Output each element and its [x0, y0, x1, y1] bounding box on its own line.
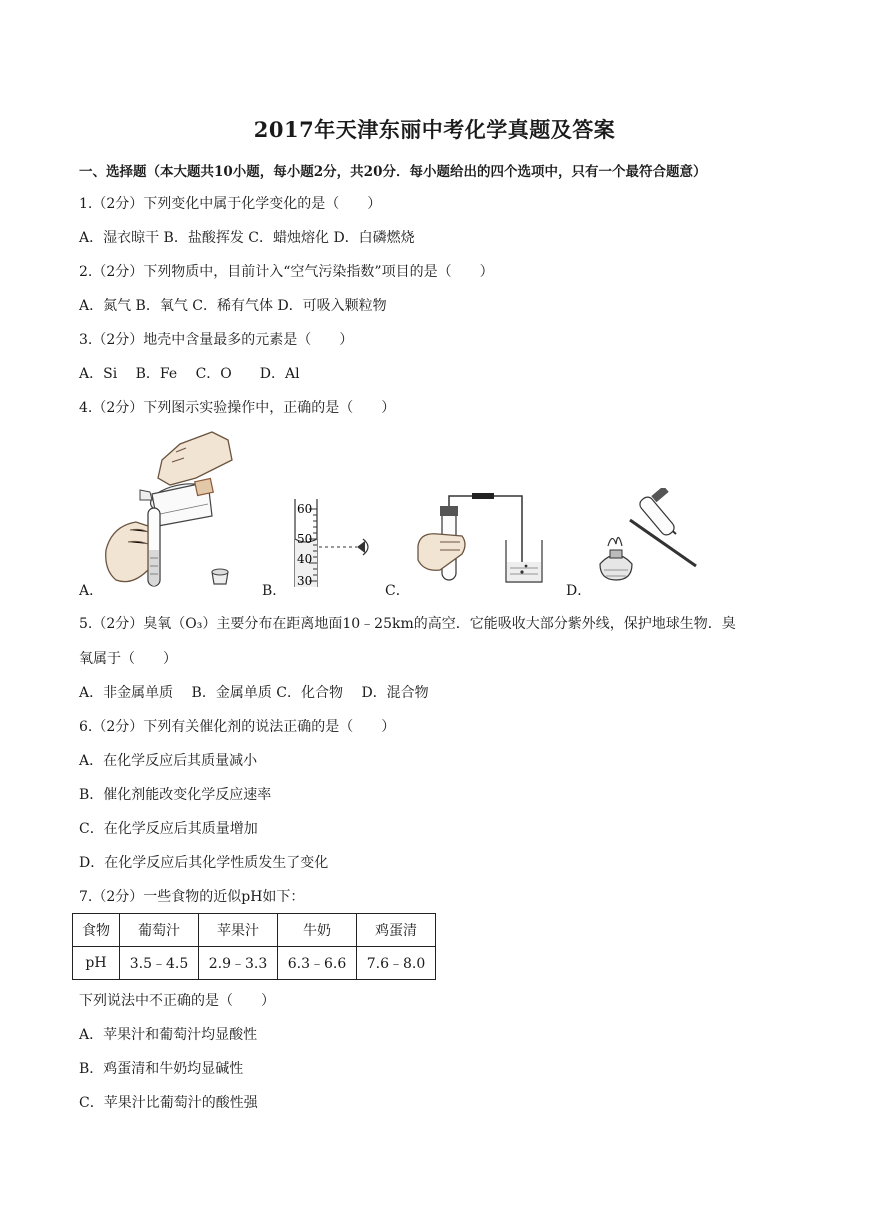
table-cell: pH	[73, 947, 120, 980]
table-row	[73, 947, 436, 980]
question-5-stem-line-2: 氧属于（ ）	[79, 651, 177, 667]
document-title: 2017年天津东丽中考化学真题及答案	[253, 117, 616, 142]
tick-label: 50	[297, 532, 313, 546]
tick-label: 60	[297, 502, 313, 516]
table-cell: 6.3﹣6.6	[278, 947, 357, 980]
table-cell: 3.5﹣4.5	[120, 947, 199, 980]
heating-test-tube-figure	[590, 488, 710, 590]
question-6-option-d: D．在化学反应后其化学性质发生了变化	[79, 855, 329, 871]
table-cell: 2.9﹣3.3	[199, 947, 278, 980]
section-heading: 一、选择题（本大题共10小题，每小题2分，共20分．每小题给出的四个选项中，只有一个最符合题意）	[79, 164, 707, 180]
table-header-cell: 苹果汁	[199, 914, 278, 947]
question-7-stem: 7.（2分）一些食物的近似pH如下：	[79, 889, 305, 905]
option-a-label: A．	[79, 583, 104, 599]
tick-label: 40	[297, 552, 313, 566]
question-7-question: 下列说法中不正确的是（ ）	[79, 993, 275, 1009]
pouring-liquid-figure	[100, 430, 250, 595]
question-1-stem: 1.（2分）下列变化中属于化学变化的是（ ）	[79, 196, 382, 212]
question-2-stem: 2.（2分）下列物质中，目前计入“空气污染指数”项目的是（ ）	[79, 264, 494, 280]
question-3-options: A．Si B．Fe C．O D．Al	[79, 366, 300, 382]
question-5-stem-line-1: 5.（2分）臭氧（O₃）主要分布在距离地面10﹣25km的高空．它能吸收大部分紫外线，保护地球生物．臭	[79, 616, 736, 632]
table-header-cell: 食物	[73, 914, 120, 947]
tick-label: 30	[297, 574, 313, 588]
question-3-stem: 3.（2分）地壳中含量最多的元素是（ ）	[79, 332, 354, 348]
question-6-stem: 6.（2分）下列有关催化剂的说法正确的是（ ）	[79, 719, 396, 735]
question-5-options: A．非金属单质 B．金属单质 C．化合物 D．混合物	[79, 685, 429, 701]
graduated-cylinder-figure	[285, 495, 375, 590]
question-6-option-b: B．催化剂能改变化学反应速率	[79, 787, 272, 803]
question-7-option-c: C．苹果汁比葡萄汁的酸性强	[79, 1095, 258, 1111]
option-b-label: B．	[262, 583, 287, 599]
table-header-cell: 鸡蛋清	[357, 914, 436, 947]
question-7-option-a: A．苹果汁和葡萄汁均显酸性	[79, 1027, 258, 1043]
question-2-options: A．氮气 B．氧气 C．稀有气体 D．可吸入颗粒物	[79, 298, 387, 314]
table-header-cell: 葡萄汁	[120, 914, 199, 947]
table-cell: 7.6﹣8.0	[357, 947, 436, 980]
question-4-stem: 4.（2分）下列图示实验操作中，正确的是（ ）	[79, 400, 396, 416]
table-row	[73, 914, 436, 947]
question-1-options: A．湿衣晾干 B．盐酸挥发 C．蜡烛熔化 D．白磷燃烧	[79, 230, 415, 246]
question-6-option-a: A．在化学反应后其质量减小	[79, 753, 258, 769]
question-7-option-b: B．鸡蛋清和牛奶均显碱性	[79, 1061, 244, 1077]
table-header-cell: 牛奶	[278, 914, 357, 947]
airtightness-check-figure	[410, 488, 560, 590]
option-d-label: D．	[566, 583, 592, 599]
ph-table	[72, 913, 436, 980]
question-6-option-c: C．在化学反应后其质量增加	[79, 821, 258, 837]
option-c-label: C．	[385, 583, 410, 599]
